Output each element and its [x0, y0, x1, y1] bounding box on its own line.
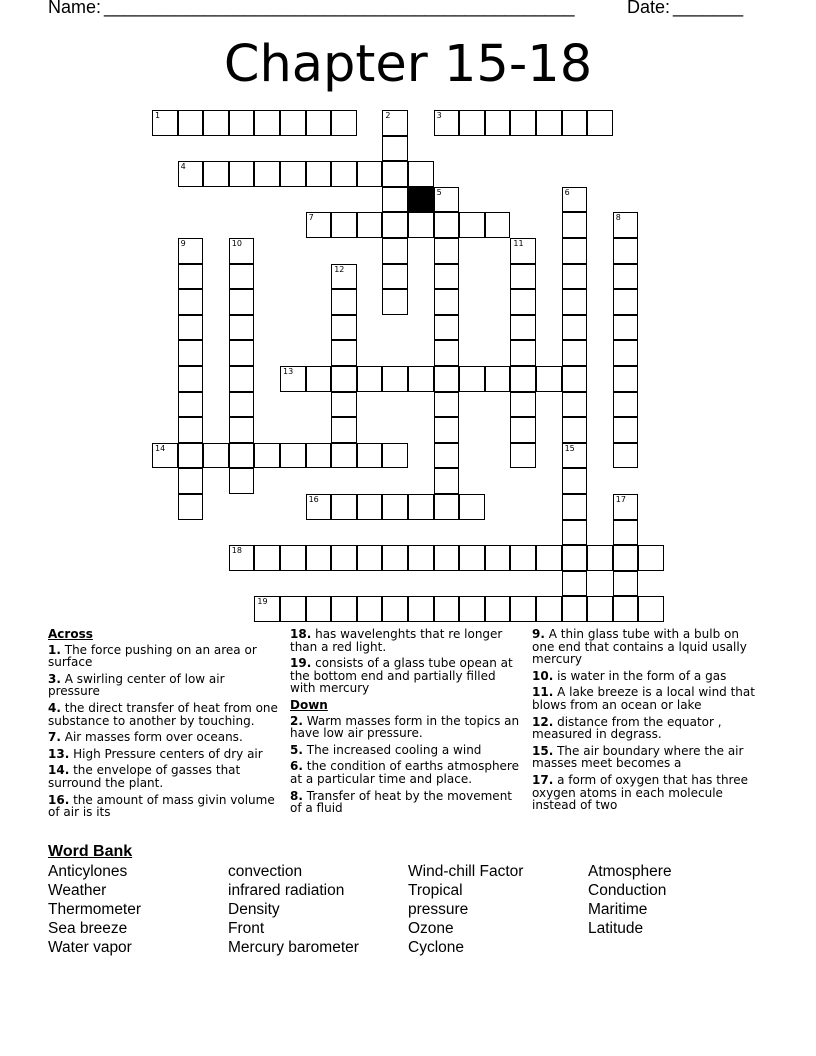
clue-number: 15: [564, 443, 575, 453]
word-bank-item: Latitude: [588, 920, 644, 937]
grid-cell[interactable]: [434, 289, 460, 315]
grid-cell[interactable]: [254, 443, 280, 469]
grid-cell[interactable]: [331, 417, 357, 443]
grid-cell[interactable]: [485, 596, 511, 622]
grid-cell[interactable]: [382, 238, 408, 264]
grid-cell[interactable]: [306, 545, 332, 571]
grid-cell[interactable]: [331, 392, 357, 418]
grid-cell[interactable]: [178, 366, 204, 392]
clue-down-10: 10. is water in the form of a gas: [532, 668, 727, 683]
grid-cell[interactable]: [485, 212, 511, 238]
clue-number: 3: [436, 111, 442, 120]
grid-cell[interactable]: [613, 212, 639, 238]
grid-block: [408, 187, 434, 213]
clues-col2: [290, 628, 522, 819]
grid-cell[interactable]: [434, 264, 460, 290]
word-bank-item: pressure: [408, 901, 469, 918]
grid-cell[interactable]: [357, 366, 383, 392]
grid-cell[interactable]: [613, 571, 639, 597]
grid-cell[interactable]: [178, 161, 204, 187]
word-bank-item: Front: [228, 920, 265, 937]
grid-cell[interactable]: [434, 417, 460, 443]
grid-cell[interactable]: [613, 340, 639, 366]
grid-cell[interactable]: [382, 212, 408, 238]
grid-cell[interactable]: [331, 264, 357, 290]
grid-cell[interactable]: [613, 315, 639, 341]
grid-cell[interactable]: [587, 110, 613, 136]
word-bank-title: Word Bank: [48, 843, 133, 860]
grid-cell[interactable]: [229, 468, 255, 494]
grid-cell[interactable]: [382, 443, 408, 469]
grid-cell[interactable]: [178, 468, 204, 494]
clue-number: 9: [180, 239, 186, 248]
clue-number: 4: [180, 162, 186, 172]
grid-cell[interactable]: [331, 161, 357, 187]
grid-cell[interactable]: [536, 366, 562, 392]
clue-down-8: 8. Transfer of heat by the movement of a fluid: [290, 788, 512, 816]
clue-number: 12: [334, 264, 345, 274]
grid-cell[interactable]: [613, 366, 639, 392]
grid-cell[interactable]: [510, 238, 536, 264]
grid-cell[interactable]: [562, 571, 588, 597]
grid-cell[interactable]: [613, 443, 639, 469]
clue-number: 11: [513, 239, 524, 248]
word-bank-item: Conduction: [588, 882, 667, 899]
word-bank-item: Wind-chill Factor: [408, 863, 524, 880]
grid-cell[interactable]: [562, 392, 588, 418]
clue-down-12: 12. distance from the equator , measured in degrass.: [532, 714, 722, 742]
grid-cell[interactable]: [331, 315, 357, 341]
grid-cell[interactable]: [613, 238, 639, 264]
grid-cell[interactable]: [229, 110, 255, 136]
grid-cell[interactable]: [562, 366, 588, 392]
clue-number: 8: [615, 213, 621, 223]
grid-cell[interactable]: [382, 494, 408, 520]
grid-cell[interactable]: [434, 494, 460, 520]
grid-cell[interactable]: [331, 545, 357, 571]
grid-cell[interactable]: [306, 110, 332, 136]
grid-cell[interactable]: [306, 212, 332, 238]
word-bank-item: [588, 938, 768, 957]
grid-cell[interactable]: [382, 264, 408, 290]
grid-cell[interactable]: [562, 340, 588, 366]
grid-cell[interactable]: [280, 545, 306, 571]
grid-cell[interactable]: [357, 212, 383, 238]
grid-cell[interactable]: [229, 340, 255, 366]
grid-cell[interactable]: [357, 443, 383, 469]
grid-cell[interactable]: [331, 596, 357, 622]
grid-cell[interactable]: [485, 545, 511, 571]
grid-cell[interactable]: [562, 417, 588, 443]
word-bank-item: Weather: [48, 882, 107, 899]
grid-cell[interactable]: [434, 392, 460, 418]
grid-cell[interactable]: [382, 366, 408, 392]
grid-cell[interactable]: [434, 187, 460, 213]
grid-cell[interactable]: [638, 596, 664, 622]
grid-cell[interactable]: [434, 212, 460, 238]
grid-cell[interactable]: [562, 596, 588, 622]
grid-cell[interactable]: [613, 545, 639, 571]
grid-cell[interactable]: [408, 161, 434, 187]
grid-cell[interactable]: [562, 212, 588, 238]
grid-cell[interactable]: [613, 289, 639, 315]
grid-cell[interactable]: [510, 289, 536, 315]
page-title: Chapter 15-18: [223, 35, 593, 94]
grid-cell[interactable]: [254, 110, 280, 136]
grid-cell[interactable]: [562, 264, 588, 290]
grid-cell[interactable]: [280, 110, 306, 136]
word-bank-item: Density: [228, 901, 280, 918]
clue-number: 18: [231, 546, 242, 556]
grid-cell[interactable]: [613, 520, 639, 546]
clue-across-3: 3. A swirling center of low air pressure: [48, 671, 225, 699]
clue-number: 16: [308, 495, 319, 504]
grid-cell[interactable]: [331, 443, 357, 469]
word-bank-item: Sea breeze: [48, 920, 128, 937]
grid-cell[interactable]: [408, 494, 434, 520]
grid-cell[interactable]: [178, 315, 204, 341]
grid-cell[interactable]: [178, 238, 204, 264]
grid-cell[interactable]: [587, 545, 613, 571]
grid-cell[interactable]: [638, 545, 664, 571]
grid-cell[interactable]: [562, 468, 588, 494]
word-bank-item: Maritime: [588, 901, 648, 918]
clue-number: 17: [615, 495, 626, 504]
clue-down-5: 5. The increased cooling a wind: [290, 742, 482, 757]
grid-cell[interactable]: [331, 366, 357, 392]
grid-cell[interactable]: [510, 110, 536, 136]
clue-down-17: 17. a form of oxygen that has three oxygen atoms in each molecule instead of two: [532, 772, 748, 813]
grid-cell[interactable]: [203, 110, 229, 136]
grid-cell[interactable]: [178, 443, 204, 469]
grid-cell[interactable]: [331, 494, 357, 520]
grid-cell[interactable]: [485, 366, 511, 392]
grid-cell[interactable]: [434, 443, 460, 469]
word-bank-item: Anticylones: [48, 863, 128, 880]
grid-cell[interactable]: [510, 315, 536, 341]
grid-cell[interactable]: [178, 392, 204, 418]
word-bank-item: convection: [228, 863, 303, 880]
grid-cell[interactable]: [434, 315, 460, 341]
grid-cell[interactable]: [382, 545, 408, 571]
grid-cell[interactable]: [434, 596, 460, 622]
clue-number: 19: [257, 597, 268, 607]
date-field[interactable]: _______: [673, 0, 744, 17]
clue-across-7: 7. Air masses form over oceans.: [48, 730, 243, 745]
grid-cell[interactable]: [408, 596, 434, 622]
grid-cell[interactable]: [382, 596, 408, 622]
clue-across-1: 1. The force pushing on an area or surface: [48, 642, 257, 670]
word-bank-item: Ozone: [408, 920, 454, 937]
grid-cell[interactable]: [459, 596, 485, 622]
grid-cell[interactable]: [562, 110, 588, 136]
grid-cell[interactable]: [536, 545, 562, 571]
grid-cell[interactable]: [178, 494, 204, 520]
grid-cell[interactable]: [229, 315, 255, 341]
clue-across-14: 14. the envelope of gasses that surround the plant.: [48, 763, 241, 790]
grid-cell[interactable]: [485, 110, 511, 136]
grid-cell[interactable]: [562, 315, 588, 341]
word-bank-item: Cyclone: [408, 939, 464, 956]
grid-cell[interactable]: [178, 417, 204, 443]
word-bank-item: Atmosphere: [588, 863, 672, 880]
grid-cell[interactable]: [254, 596, 280, 622]
word-bank: [48, 862, 768, 957]
grid-cell[interactable]: [357, 161, 383, 187]
date-label: Date:: [627, 0, 671, 17]
grid-cell[interactable]: [459, 494, 485, 520]
grid-cell[interactable]: [229, 545, 255, 571]
grid-cell[interactable]: [613, 494, 639, 520]
clue-across-19: 19. consists of a glass tube opean at the bottom end and partially filled with mercury: [290, 656, 513, 696]
clue-number: 5: [436, 187, 442, 197]
grid-cell[interactable]: [459, 366, 485, 392]
grid-cell[interactable]: [562, 187, 588, 213]
grid-cell[interactable]: [331, 340, 357, 366]
grid-cell[interactable]: [229, 238, 255, 264]
name-label: Name:: [48, 0, 102, 17]
grid-cell[interactable]: [613, 417, 639, 443]
grid-cell[interactable]: [306, 443, 332, 469]
grid-cell[interactable]: [459, 545, 485, 571]
grid-cell[interactable]: [459, 110, 485, 136]
word-bank-item: infrared radiation: [228, 882, 345, 899]
header: [48, 0, 768, 21]
grid-cell[interactable]: [382, 289, 408, 315]
grid-cell[interactable]: [587, 596, 613, 622]
grid-cell[interactable]: [613, 264, 639, 290]
grid-cell[interactable]: [510, 264, 536, 290]
clue-down-9: 9. A thin glass tube with a bulb on one end that contains a lquid usally mercury: [532, 627, 747, 667]
grid-cell[interactable]: [382, 110, 408, 136]
grid-cell[interactable]: [459, 212, 485, 238]
grid-cell[interactable]: [510, 443, 536, 469]
clue-number: 7: [308, 213, 314, 223]
grid-cell[interactable]: [562, 238, 588, 264]
grid-cell[interactable]: [434, 366, 460, 392]
grid-cell[interactable]: [536, 110, 562, 136]
grid-cell[interactable]: [562, 545, 588, 571]
grid-cell[interactable]: [510, 392, 536, 418]
grid-cell[interactable]: [510, 340, 536, 366]
clue-across-4: 4. the direct transfer of heat from one substance to another by touching.: [48, 700, 278, 728]
across-heading: Across: [48, 627, 93, 641]
grid-cell[interactable]: [331, 212, 357, 238]
grid-cell[interactable]: [408, 366, 434, 392]
grid-cell[interactable]: [229, 443, 255, 469]
grid-cell[interactable]: [562, 520, 588, 546]
grid-cell[interactable]: [536, 596, 562, 622]
grid-cell[interactable]: [562, 443, 588, 469]
grid-cell[interactable]: [280, 366, 306, 392]
grid-cell[interactable]: [357, 545, 383, 571]
grid-cell[interactable]: [229, 161, 255, 187]
grid-cell[interactable]: [613, 596, 639, 622]
clue-across-18: 18. has wavelenghts that re longer than a red light.: [290, 627, 503, 654]
grid-cell[interactable]: [510, 417, 536, 443]
grid-cell[interactable]: [178, 264, 204, 290]
clue-number: 13: [283, 367, 294, 376]
grid-cell[interactable]: [562, 494, 588, 520]
grid-cell[interactable]: [562, 289, 588, 315]
grid-cell[interactable]: [510, 545, 536, 571]
clues-col3: [532, 628, 764, 816]
grid-cell[interactable]: [178, 289, 204, 315]
grid-cell[interactable]: [331, 110, 357, 136]
grid-cell[interactable]: [280, 443, 306, 469]
grid-cell[interactable]: [229, 289, 255, 315]
word-bank-item: Water vapor: [48, 939, 132, 956]
grid-cell[interactable]: [280, 596, 306, 622]
grid-cell[interactable]: [178, 110, 204, 136]
grid-cell[interactable]: [613, 392, 639, 418]
grid-cell[interactable]: [382, 136, 408, 162]
grid-cell[interactable]: [254, 545, 280, 571]
grid-cell[interactable]: [254, 161, 280, 187]
grid-cell[interactable]: [434, 468, 460, 494]
grid-cell[interactable]: [510, 366, 536, 392]
grid-cell[interactable]: [510, 596, 536, 622]
clue-number: 6: [564, 187, 570, 197]
word-bank-item: Tropical: [408, 882, 463, 899]
grid-cell[interactable]: [408, 212, 434, 238]
clue-across-13: 13. High Pressure centers of dry air: [48, 746, 263, 761]
clue-down-6: 6. the condition of earths atmosphere at a particular time and place.: [290, 759, 519, 786]
grid-cell[interactable]: [203, 161, 229, 187]
grid-cell[interactable]: [152, 110, 178, 136]
grid-cell[interactable]: [306, 596, 332, 622]
grid-cell[interactable]: [229, 392, 255, 418]
word-bank-item: Thermometer: [48, 901, 142, 918]
grid-cell[interactable]: [434, 238, 460, 264]
grid-cell[interactable]: [357, 494, 383, 520]
clue-down-2: 2. Warm masses form in the topics an have low air pressure.: [290, 713, 520, 741]
clue-number: 2: [385, 111, 391, 120]
grid-cell[interactable]: [434, 545, 460, 571]
word-bank-item: Mercury barometer: [228, 939, 359, 956]
grid-cell[interactable]: [382, 187, 408, 213]
grid-cell[interactable]: [280, 161, 306, 187]
grid-cell[interactable]: [434, 340, 460, 366]
grid-cell[interactable]: [203, 443, 229, 469]
clue-down-11: 11. A lake breeze is a local wind that blows from an ocean or lake: [532, 685, 755, 712]
clue-number: 10: [231, 239, 242, 248]
grid-cell[interactable]: [331, 289, 357, 315]
grid-cell[interactable]: [434, 110, 460, 136]
grid-cell[interactable]: [382, 161, 408, 187]
grid-cell[interactable]: [178, 340, 204, 366]
across-clues-col1: [48, 628, 280, 823]
grid-cell[interactable]: [306, 161, 332, 187]
grid-cell[interactable]: [306, 494, 332, 520]
clue-across-16: 16. the amount of mass givin volume of air is its: [48, 792, 275, 820]
grid-cell[interactable]: [229, 366, 255, 392]
grid-cell[interactable]: [357, 596, 383, 622]
grid-cell[interactable]: [306, 366, 332, 392]
grid-cell[interactable]: [408, 545, 434, 571]
down-heading: Down: [290, 697, 328, 712]
clue-number: 14: [155, 443, 166, 453]
clue-down-15: 15. The air boundary where the air masses meet becomes a: [532, 743, 744, 771]
grid-cell[interactable]: [229, 417, 255, 443]
grid-cell[interactable]: [152, 443, 178, 469]
clue-number: 1: [155, 111, 161, 120]
grid-cell[interactable]: [229, 264, 255, 290]
name-field[interactable]: _______________________________________________: [104, 0, 575, 17]
